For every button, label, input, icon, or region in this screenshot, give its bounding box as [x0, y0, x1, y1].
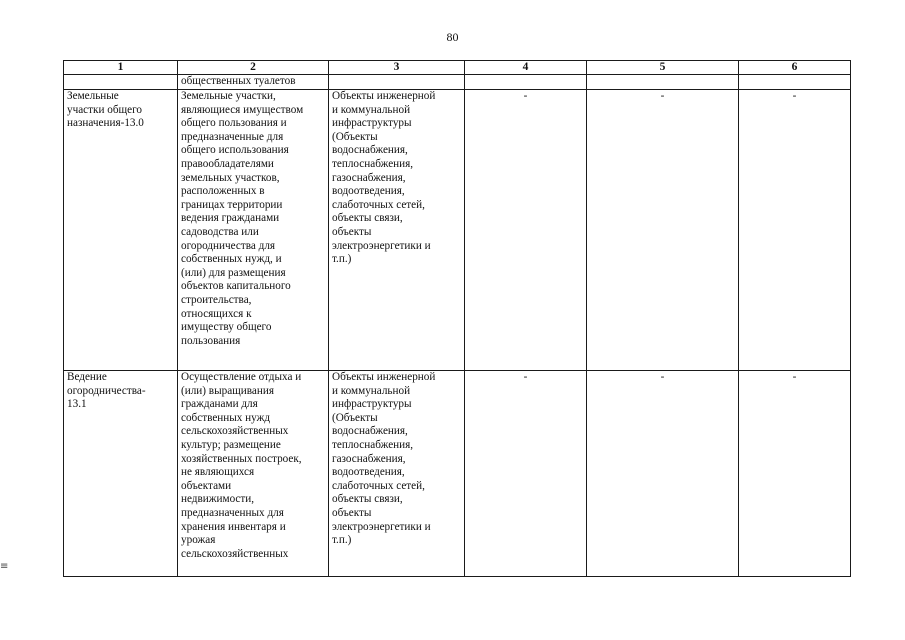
land-use-type: Земельные участки общего назначения-13.0 — [67, 90, 144, 130]
column-header-1: 1 — [64, 61, 178, 75]
table-cell — [64, 371, 178, 577]
permitted-objects: Объекты инженерной и коммунальной инфраструктуры (Объекты водоснабжения, теплоснабжения, газоснабжения, водоотведения, слаботочных сетей, объекты связи, объекты электроэнергетики и т.п.) — [332, 371, 436, 547]
dash-value: - — [792, 371, 797, 383]
table-cell — [465, 75, 587, 90]
table-header-row — [64, 61, 851, 75]
table-cell — [64, 75, 178, 90]
regulations-table — [63, 60, 851, 577]
table-cell — [178, 90, 329, 371]
continuation-text: общественных туалетов — [181, 75, 296, 87]
binding-mark: ≡ — [0, 561, 9, 572]
table-cell — [178, 371, 329, 577]
continuation-row — [64, 75, 851, 90]
dash-value: - — [660, 371, 665, 383]
dash-value: - — [792, 90, 797, 102]
page-number: 80 — [446, 30, 459, 44]
table-cell — [739, 75, 851, 90]
table-row — [64, 90, 851, 371]
column-header-2: 2 — [178, 61, 329, 75]
table-cell — [587, 90, 739, 371]
column-header-3: 3 — [329, 61, 465, 75]
land-use-type: Ведение огородничества- 13.1 — [67, 371, 146, 411]
table-cell — [739, 90, 851, 371]
column-header-4: 4 — [465, 61, 587, 75]
table-cell — [465, 371, 587, 577]
table-cell — [329, 75, 465, 90]
table-cell — [178, 75, 329, 90]
land-use-description: Земельные участки, являющиеся имуществом общего пользования и предназначенные для общего использования правообладателями земельных участков, расположенных в границах территории ведения гражданами садоводства или огородничества для собственных нужд, и (или) для размещения объектов капитального строительства, относящихся к имуществу общего пользования — [181, 90, 304, 347]
table-cell — [587, 371, 739, 577]
table-cell — [587, 75, 739, 90]
table-cell — [739, 371, 851, 577]
table-cell — [64, 90, 178, 371]
table-cell — [465, 90, 587, 371]
permitted-objects: Объекты инженерной и коммунальной инфраструктуры (Объекты водоснабжения, теплоснабжения, газоснабжения, водоотведения, слаботочных сетей, объекты связи, объекты электроэнергетики и т.п.) — [332, 90, 436, 266]
column-header-6: 6 — [739, 61, 851, 75]
table-row — [64, 371, 851, 577]
dash-value: - — [523, 90, 528, 102]
column-header-5: 5 — [587, 61, 739, 75]
dash-value: - — [660, 90, 665, 102]
table-cell — [329, 371, 465, 577]
table-cell — [329, 90, 465, 371]
dash-value: - — [523, 371, 528, 383]
land-use-description: Осуществление отдыха и (или) выращивания гражданами для собственных нужд сельскохозяйственных культур; размещение хозяйственных построек, не являющихся объектами недвижимости, предназначенных для хранения инвентаря и урожая сельскохозяйственных — [181, 371, 302, 560]
